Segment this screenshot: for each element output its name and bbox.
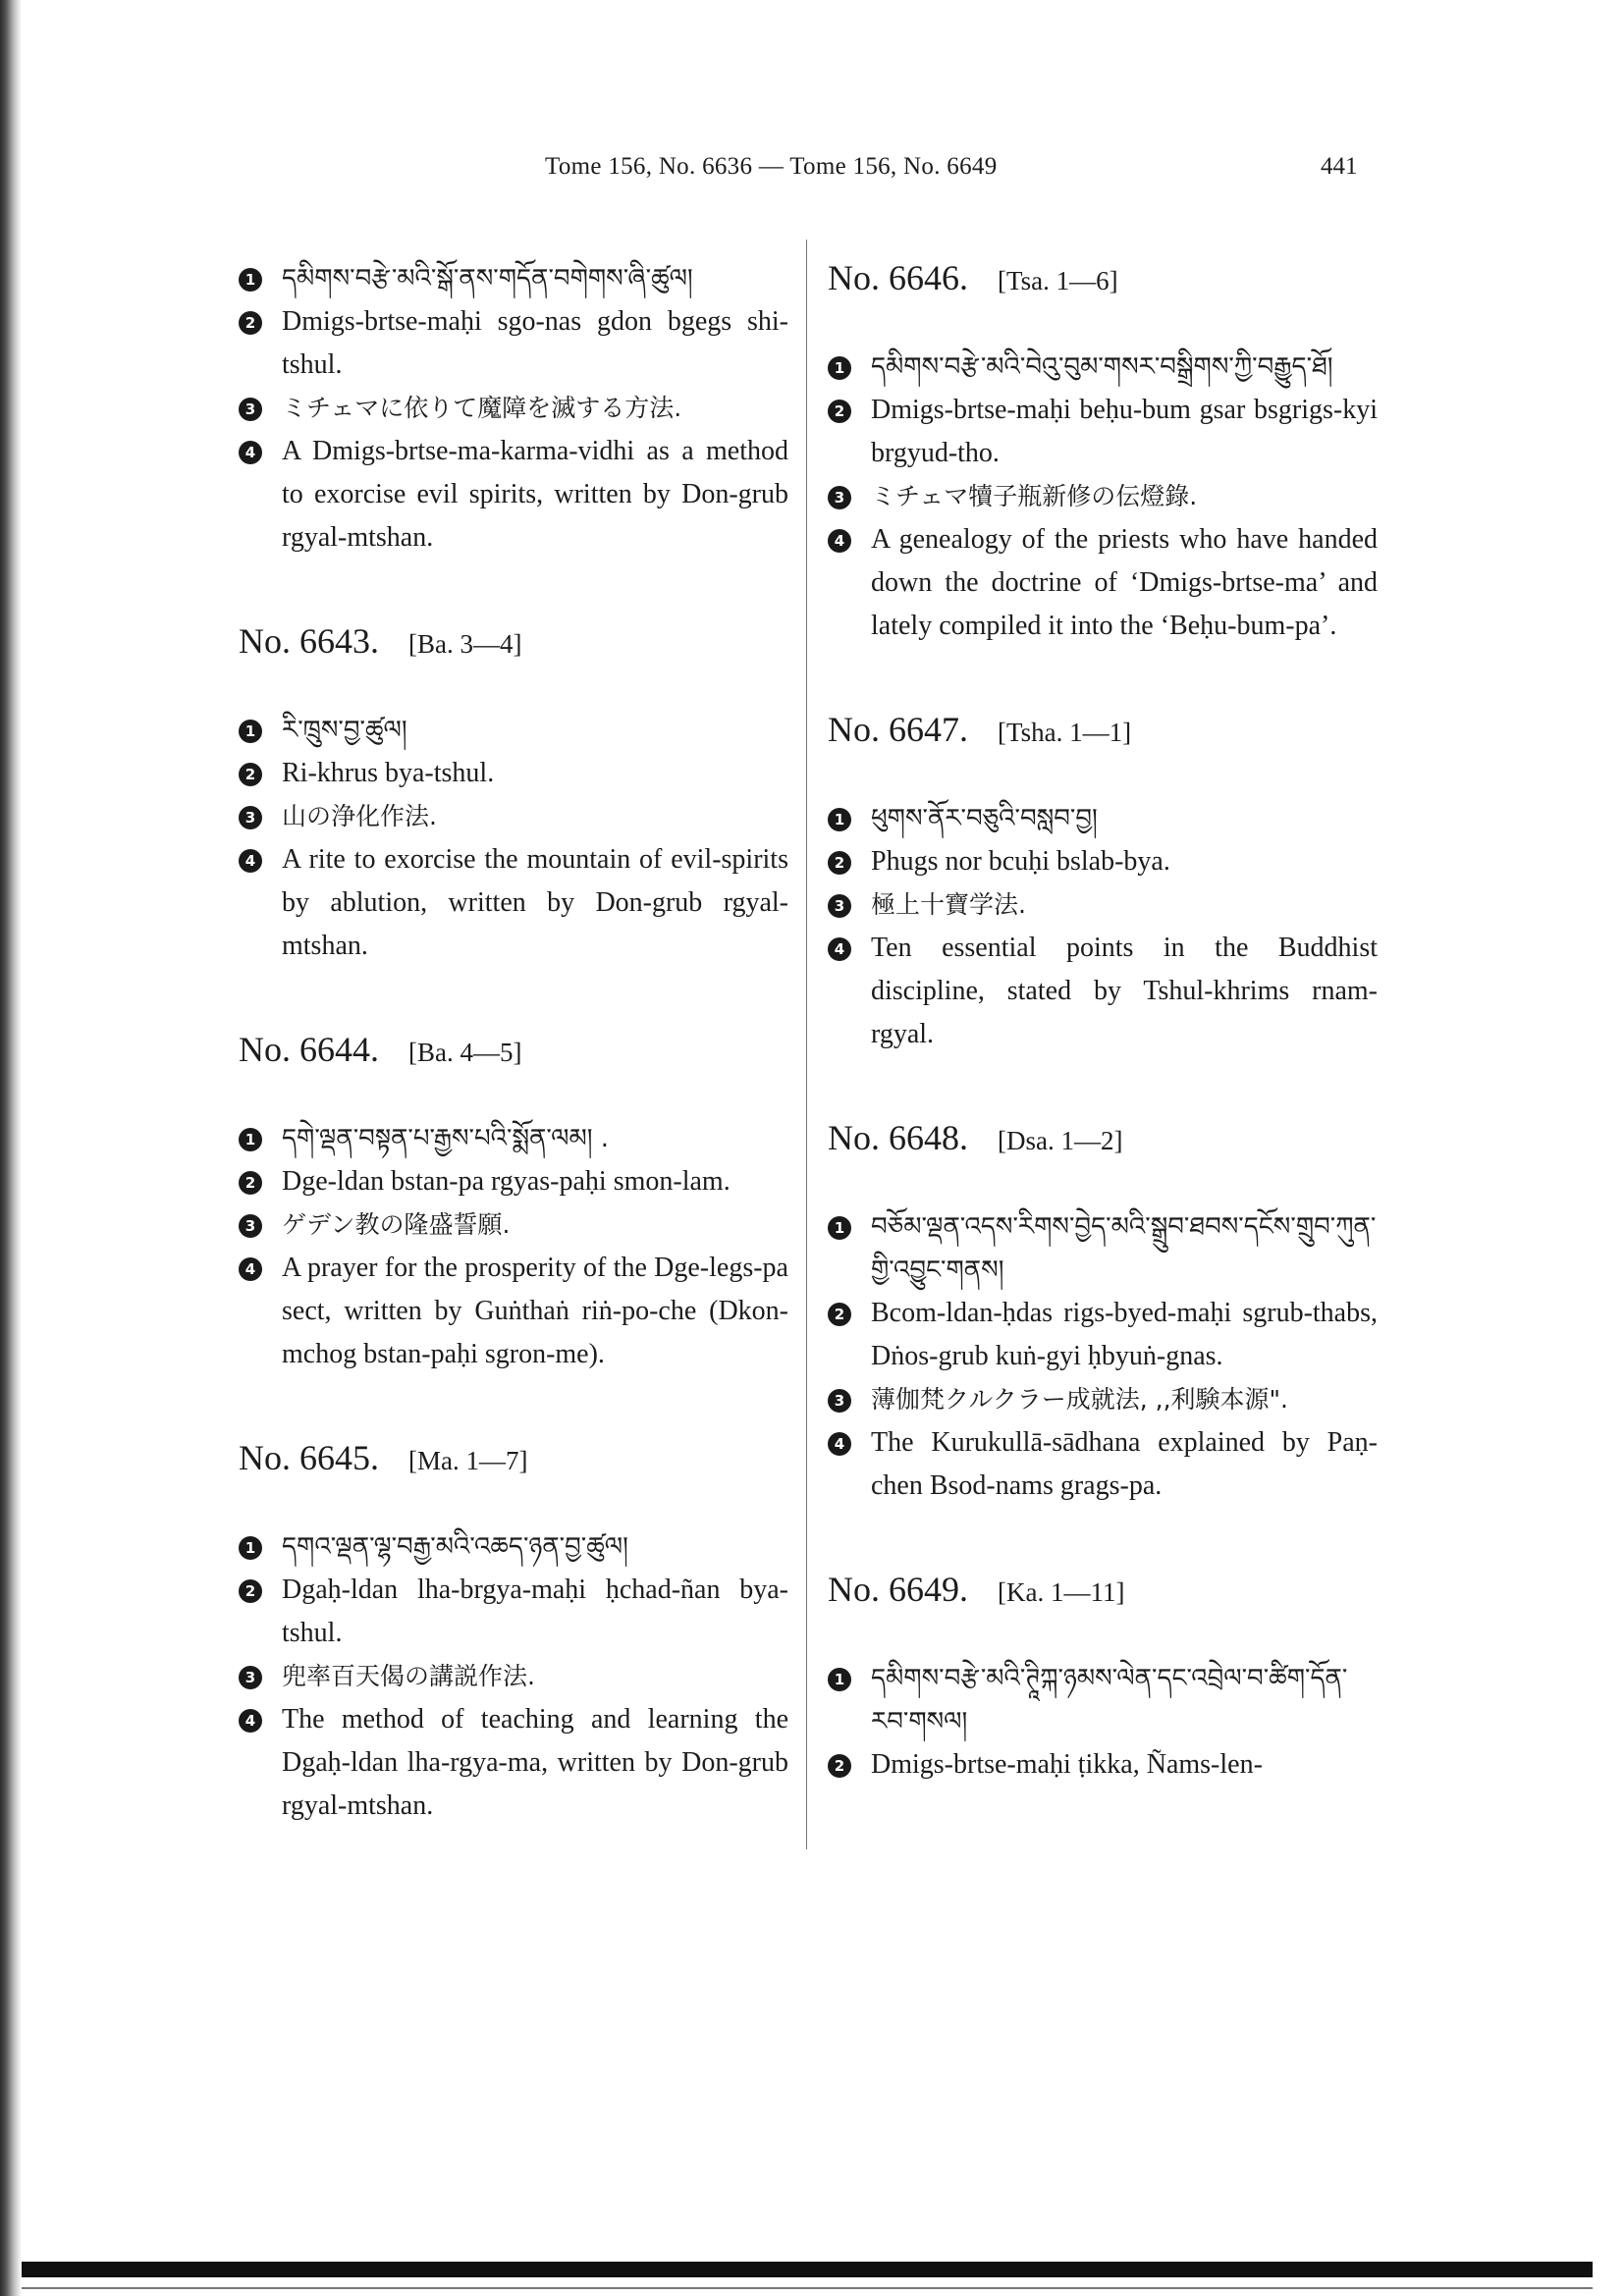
- item-romanized: 2 Dgaḥ-ldan lha-brgya-maḥi ḥchad-ñan bya-tshul.: [239, 1569, 788, 1655]
- entry-6648: [828, 1117, 1378, 1508]
- scan-bottom-bar: [22, 2262, 1593, 2277]
- item-japanese: 3 兜率百天偈の講説作法.: [239, 1655, 788, 1698]
- entry-6644: [239, 1029, 788, 1376]
- entry-reference: [Ba. 4—5]: [408, 1038, 522, 1067]
- item-english: 4 Ten essential points in the Buddhist discipline, stated by Tshul-khrims rnam-rgyal.: [828, 927, 1378, 1056]
- item-tibetan: 1 རི་ཁྲུས་བྱ་ཚུལ།: [239, 709, 788, 752]
- entry-number: No. 6645.: [239, 1438, 379, 1477]
- entry-heading: [828, 709, 1378, 750]
- entry-reference: [Ma. 1—7]: [408, 1446, 528, 1475]
- item-english: 4 The Kurukullā-sādhana explained by Paṇ-chen Bsod-nams grags-pa.: [828, 1421, 1378, 1508]
- entry-6646: [828, 257, 1378, 648]
- item-english: 4 A Dmigs-brtse-ma-karma-vidhi as a method to exorcise evil spirits, written by Don-grub rgyal-mtshan.: [239, 430, 788, 560]
- item-romanized: 2 Phugs nor bcuḥi bslab-bya.: [828, 840, 1378, 883]
- marker-1-icon: 1: [828, 808, 851, 831]
- item-romanized: 2 Ri-khrus bya-tshul.: [239, 752, 788, 795]
- item-tibetan: 1 ཕུགས་ནོར་བཅུའི་བསླབ་བྱ།: [828, 797, 1378, 840]
- entry-number: No. 6644.: [239, 1030, 379, 1069]
- entry-heading: [239, 1029, 788, 1070]
- scan-left-edge: [0, 0, 22, 2296]
- item-japanese: 3 山の浄化作法.: [239, 795, 788, 838]
- item-tibetan: 1 དགེ་ལྡན་བསྟན་པ་རྒྱས་པའི་སྨོན་ལམ། .: [239, 1117, 788, 1160]
- entry-number: No. 6647.: [828, 710, 968, 749]
- entry-heading: [239, 620, 788, 662]
- running-head: Tome 156, No. 6636 — Tome 156, No. 6649: [545, 153, 998, 180]
- item-tibetan: 1 དམིགས་བརྩེ་མའི་ཊཱིཀྐ་ཉམས་ལེན་དང་འབྲེལ་བ་ཚིག་དོན་རབ་གསལ།: [828, 1657, 1378, 1743]
- entry-number: No. 6646.: [828, 258, 968, 297]
- item-tibetan: 1 བཅོམ་ལྡན་འདས་རིགས་བྱེད་མའི་སྒྲུབ་ཐབས་དངོས་གྲུབ་ཀུན་གྱི་འབྱུང་གནས།: [828, 1205, 1378, 1292]
- item-english: 4 The method of teaching and learning the Dgaḥ-ldan lha-rgya-ma, written by Don-grub rgyal-mtshan.: [239, 1698, 788, 1828]
- item-tibetan: 1 དམིགས་བརྩེ་མའི་བེའུ་བུམ་གསར་བསྒྲིགས་ཀྱི་བརྒྱུད་ཐོ།: [828, 346, 1378, 389]
- marker-4-icon: 4: [239, 441, 262, 464]
- item-japanese: 3 ゲデン教の隆盛誓願.: [239, 1203, 788, 1247]
- column-divider: [806, 240, 807, 1849]
- item-english: 4 A prayer for the prosperity of the Dge-legs-pa sect, written by Guṅthaṅ riṅ-po-che (Dkon-mchog bstan-paḥi sgron-me).: [239, 1247, 788, 1376]
- item-english: 4 A genealogy of the priests who have handed down the doctrine of ‘Dmigs-brtse-ma’ and lately compiled it into the ‘Beḥu-bum-pa’.: [828, 518, 1378, 648]
- item-romanized: 2 Dmigs-brtse-maḥi ṭikka, Ñams-len-: [828, 1743, 1378, 1787]
- marker-1-icon: 1: [239, 268, 262, 292]
- entry-6645: [239, 1437, 788, 1828]
- marker-3-icon: 3: [828, 894, 851, 918]
- item-tibetan: 1 དགའ་ལྡན་ལྷ་བརྒྱ་མའི་འཆད་ཉན་བྱ་ཚུལ།: [239, 1525, 788, 1569]
- marker-3-icon: 3: [239, 1214, 262, 1238]
- item-romanized: 2 Dge-ldan bstan-pa rgyas-paḥi smon-lam.: [239, 1160, 788, 1203]
- entry-reference: [Tsha. 1—1]: [998, 718, 1132, 747]
- marker-3-icon: 3: [239, 398, 262, 421]
- entry-continued: [239, 257, 788, 560]
- item-japanese: 3 ミチェマ犢子瓶新修の伝燈錄.: [828, 475, 1378, 518]
- right-column: [828, 257, 1378, 1787]
- marker-3-icon: 3: [828, 1389, 851, 1413]
- item-english: 4 A rite to exorcise the mountain of evil-spirits by ablution, written by Don-grub rgyal-mtshan.: [239, 838, 788, 968]
- marker-2-icon: 2: [239, 1579, 262, 1603]
- marker-4-icon: 4: [828, 937, 851, 961]
- marker-2-icon: 2: [239, 311, 262, 335]
- item-japanese: 3 薄伽梵クルクラー成就法, ,,利験本源".: [828, 1378, 1378, 1421]
- scan-bottom-line: [22, 2287, 1593, 2289]
- marker-4-icon: 4: [239, 849, 262, 873]
- marker-1-icon: 1: [239, 1128, 262, 1151]
- entry-reference: [Dsa. 1—2]: [998, 1126, 1123, 1155]
- item-romanized: 2 Bcom-ldan-ḥdas rigs-byed-maḥi sgrub-thabs, Dṅos-grub kuṅ-gyi ḥbyuṅ-gnas.: [828, 1292, 1378, 1378]
- marker-2-icon: 2: [828, 1303, 851, 1326]
- item-romanized: 2 Dmigs-brtse-maḥi beḥu-bum gsar bsgrigs-kyi brgyud-tho.: [828, 389, 1378, 475]
- marker-1-icon: 1: [239, 720, 262, 743]
- entry-heading: [828, 1117, 1378, 1158]
- item-tibetan: 1 དམིགས་བརྩེ་མའི་སྒོ་ནས་གདོན་བགེགས་ཞི་ཚུལ།: [239, 257, 788, 300]
- marker-2-icon: 2: [239, 1171, 262, 1195]
- marker-4-icon: 4: [828, 1432, 851, 1456]
- marker-1-icon: 1: [828, 1216, 851, 1240]
- entry-reference: [Tsa. 1—6]: [998, 266, 1118, 295]
- entry-number: No. 6649.: [828, 1570, 968, 1609]
- marker-3-icon: 3: [239, 1666, 262, 1689]
- item-romanized: 2 Dmigs-brtse-maḥi sgo-nas gdon bgegs shi-tshul.: [239, 300, 788, 387]
- marker-2-icon: 2: [239, 763, 262, 786]
- marker-4-icon: 4: [828, 529, 851, 553]
- page-number: 441: [1321, 153, 1358, 180]
- marker-2-icon: 2: [828, 400, 851, 423]
- marker-2-icon: 2: [828, 1754, 851, 1778]
- marker-1-icon: 1: [828, 356, 851, 380]
- entry-reference: [Ka. 1—11]: [998, 1577, 1125, 1607]
- item-japanese: 3 極上十寶学法.: [828, 883, 1378, 927]
- entry-heading: [239, 1437, 788, 1478]
- entry-heading: [828, 1569, 1378, 1610]
- marker-2-icon: 2: [828, 851, 851, 875]
- entry-6649: [828, 1569, 1378, 1787]
- marker-1-icon: 1: [239, 1536, 262, 1560]
- entry-reference: [Ba. 3—4]: [408, 629, 522, 659]
- marker-4-icon: 4: [239, 1257, 262, 1281]
- entry-number: No. 6648.: [828, 1118, 968, 1157]
- marker-4-icon: 4: [239, 1709, 262, 1733]
- marker-3-icon: 3: [239, 806, 262, 829]
- entry-6647: [828, 709, 1378, 1056]
- entry-heading: [828, 257, 1378, 298]
- entry-number: No. 6643.: [239, 621, 379, 661]
- marker-1-icon: 1: [828, 1668, 851, 1691]
- left-column: [239, 257, 788, 1828]
- item-japanese: 3 ミチェマに依りて魔障を滅する方法.: [239, 387, 788, 430]
- marker-3-icon: 3: [828, 486, 851, 509]
- entry-6643: [239, 620, 788, 968]
